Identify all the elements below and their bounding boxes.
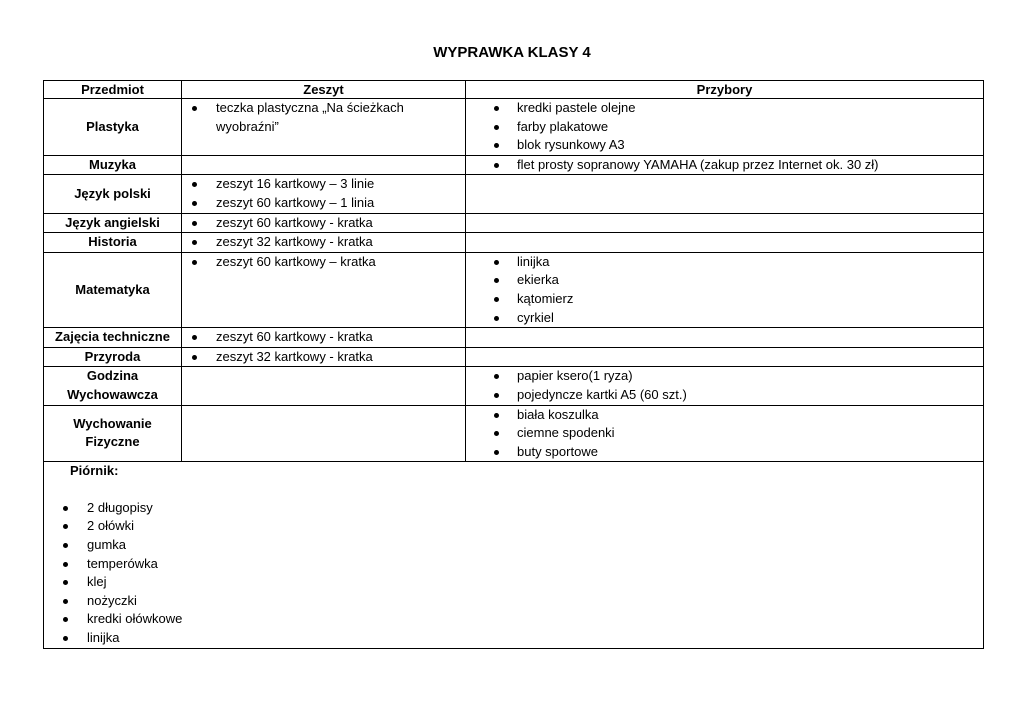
list-item: linijka [44, 629, 983, 648]
supplies-cell [466, 252, 984, 327]
notebook-cell [182, 99, 466, 156]
table-row-matematyka [44, 252, 984, 327]
list-item: papier ksero(1 ryza) [466, 367, 983, 386]
table-row-wychowanie-fizyczne [44, 405, 984, 462]
list-item: zeszyt 60 kartkowy - kratka [182, 214, 465, 233]
notebook-cell [182, 233, 466, 253]
piornik-label: Piórnik: [70, 463, 119, 479]
list-item: linijka [466, 253, 983, 272]
list-item: 2 ołówki [44, 517, 983, 536]
notebook-list [182, 175, 465, 212]
subject-cell: Wychowanie Fizyczne [44, 405, 182, 462]
list-item: blok rysunkowy A3 [466, 136, 983, 155]
subject-cell: Zajęcia techniczne [44, 328, 182, 348]
notebook-list [182, 348, 465, 367]
supplies-list [466, 99, 983, 155]
supplies-list [466, 367, 983, 404]
notebook-cell [182, 328, 466, 348]
notebook-cell [182, 213, 466, 233]
table-row-przyroda [44, 347, 984, 367]
list-item: zeszyt 32 kartkowy - kratka [182, 348, 465, 367]
list-item: teczka plastyczna „Na ścieżkach wyobraźni” [182, 99, 465, 136]
list-item: ciemne spodenki [466, 424, 983, 443]
list-item: ekierka [466, 271, 983, 290]
list-item: pojedyncze kartki A5 (60 szt.) [466, 386, 983, 405]
header-przedmiot: Przedmiot [44, 81, 182, 99]
list-item: zeszyt 32 kartkowy - kratka [182, 233, 465, 252]
table-row-jezyk-polski [44, 175, 984, 213]
table-row-historia [44, 233, 984, 253]
subject-cell: Godzina Wychowawcza [44, 367, 182, 405]
header-przybory: Przybory [466, 81, 984, 99]
list-item: nożyczki [44, 592, 983, 611]
list-item: biała koszulka [466, 406, 983, 425]
list-item: gumka [44, 536, 983, 555]
notebook-list [182, 253, 465, 272]
list-item: kredki ołówkowe [44, 610, 983, 629]
supplies-cell [466, 405, 984, 462]
notebook-cell [182, 367, 466, 405]
supplies-cell [466, 155, 984, 175]
notebook-cell [182, 155, 466, 175]
list-item: buty sportowe [466, 443, 983, 462]
subject-cell: Język angielski [44, 213, 182, 233]
supplies-cell [466, 213, 984, 233]
table-row-jezyk-angielski [44, 213, 984, 233]
table-row-plastyka [44, 99, 984, 156]
page-title: WYPRAWKA KLASY 4 [433, 44, 591, 61]
notebook-list [182, 99, 465, 136]
list-item: zeszyt 60 kartkowy – kratka [182, 253, 465, 272]
notebook-list [182, 214, 465, 233]
supplies-cell [466, 367, 984, 405]
table-row-zajecia-techniczne [44, 328, 984, 348]
supplies-list [466, 406, 983, 462]
piornik-row [44, 462, 984, 648]
list-item: zeszyt 60 kartkowy – 1 linia [182, 194, 465, 213]
list-item: zeszyt 60 kartkowy - kratka [182, 328, 465, 347]
table-row-godzina-wychowawcza [44, 367, 984, 405]
supplies-list [466, 253, 983, 327]
supplies-cell [466, 347, 984, 367]
table-header-row [44, 81, 984, 99]
supplies-cell [466, 328, 984, 348]
subject-cell: Historia [44, 233, 182, 253]
notebook-list [182, 328, 465, 347]
piornik-list [44, 499, 983, 648]
list-item: kredki pastele olejne [466, 99, 983, 118]
subject-cell: Przyroda [44, 347, 182, 367]
subject-cell: Muzyka [44, 155, 182, 175]
piornik-cell [44, 462, 984, 648]
table-row-muzyka [44, 155, 984, 175]
list-item: temperówka [44, 555, 983, 574]
subject-cell: Plastyka [44, 99, 182, 156]
notebook-cell [182, 175, 466, 213]
supplies-cell [466, 175, 984, 213]
notebook-cell [182, 347, 466, 367]
supplies-table [43, 80, 984, 649]
list-item: flet prosty sopranowy YAMAHA (zakup przez Internet ok. 30 zł) [466, 156, 983, 175]
notebook-cell [182, 252, 466, 327]
subject-cell: Język polski [44, 175, 182, 213]
list-item: cyrkiel [466, 309, 983, 328]
list-item: klej [44, 573, 983, 592]
subject-cell: Matematyka [44, 252, 182, 327]
list-item: 2 długopisy [44, 499, 983, 518]
list-item: zeszyt 16 kartkowy – 3 linie [182, 175, 465, 194]
supplies-list [466, 156, 983, 175]
notebook-cell [182, 405, 466, 462]
list-item: kątomierz [466, 290, 983, 309]
list-item: farby plakatowe [466, 118, 983, 137]
header-zeszyt: Zeszyt [182, 81, 466, 99]
supplies-cell [466, 99, 984, 156]
notebook-list [182, 233, 465, 252]
supplies-cell [466, 233, 984, 253]
